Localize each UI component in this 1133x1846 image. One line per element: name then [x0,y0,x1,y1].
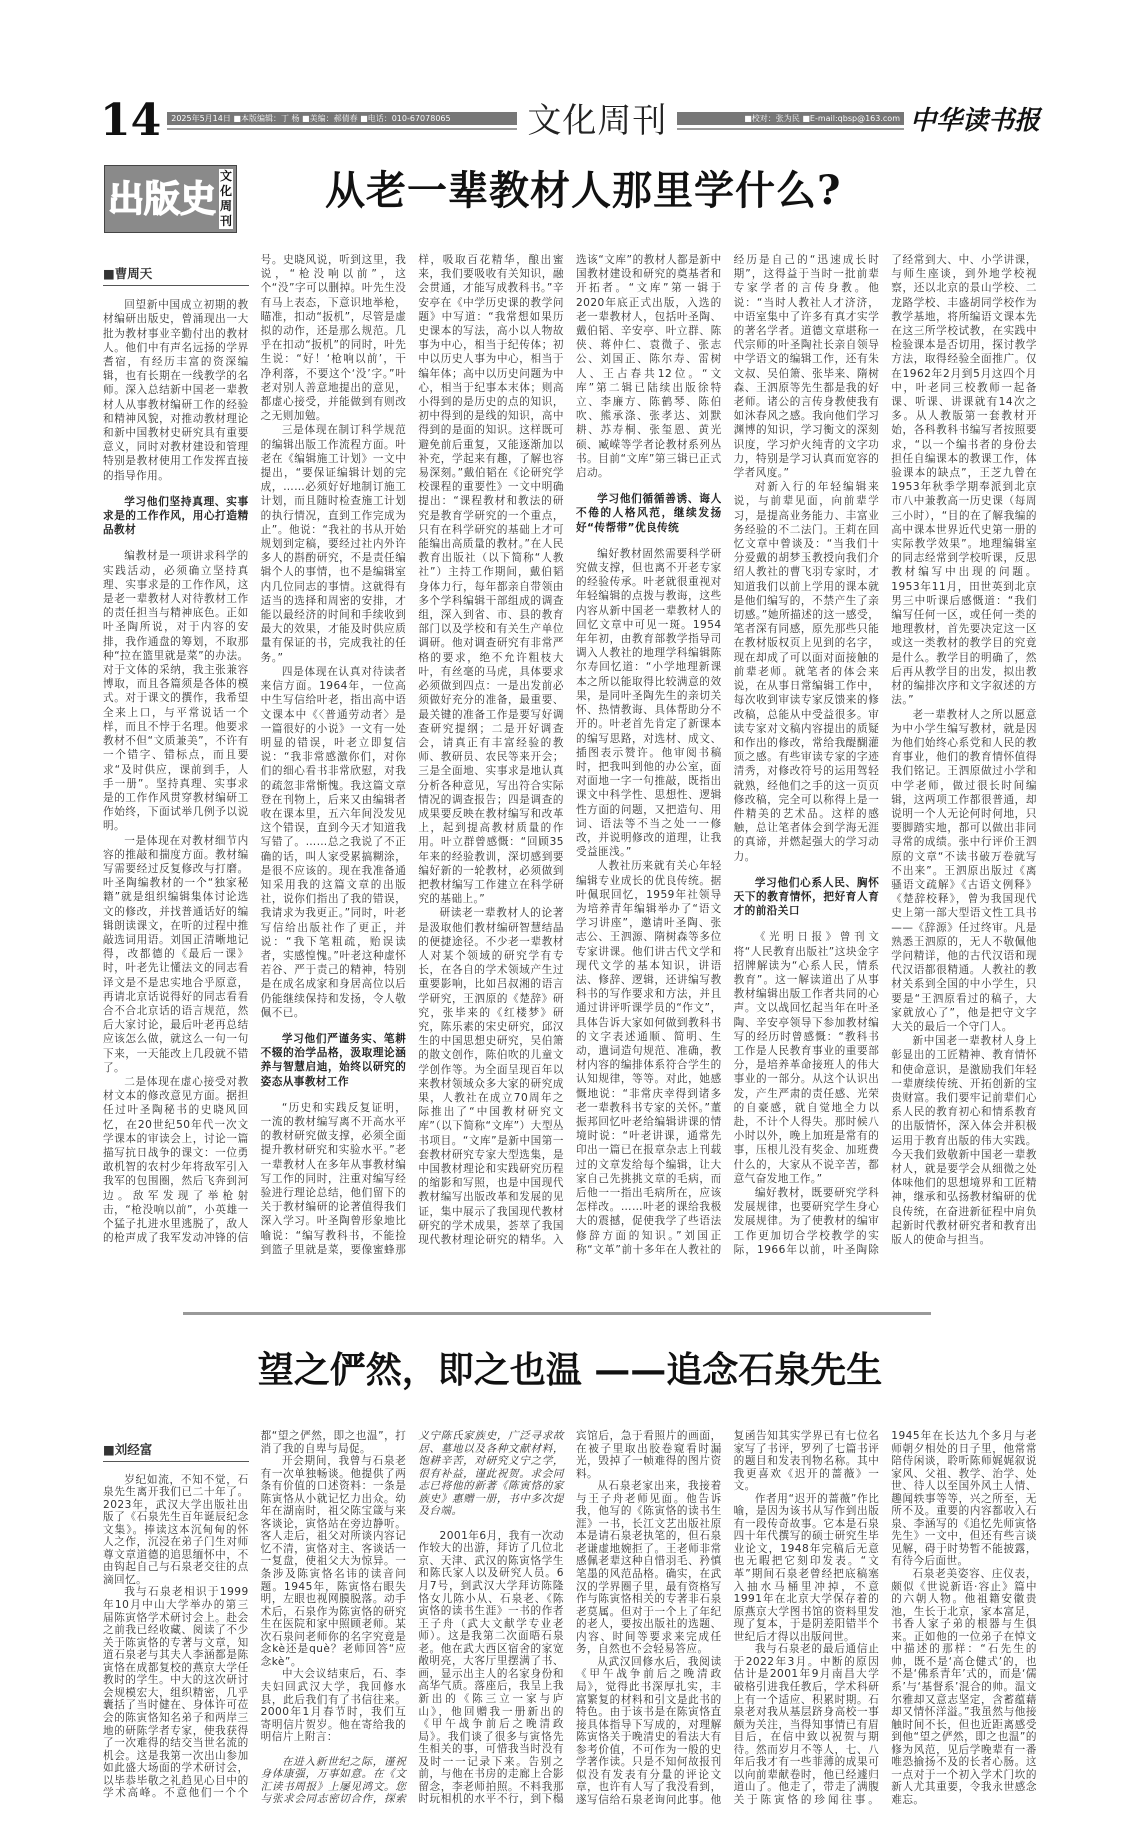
page-header [100,95,1041,146]
header-rule-right [677,128,904,130]
section-divider [183,1312,931,1315]
paragraph: 《光明日报》曾刊文将“人民教育出版社”这块金字招牌解读为“心系人民，情系教育”。这一解读道出了从事教材编辑出版工作者共同的心声。文以战回忆起当年在叶圣陶、辛安亭领导下参加教材编写的经历时曾感慨：“教科书工作是人民教育事业的重要部分，是培养革命接班人的伟大事业的一部分。从这个认识出发，产生严肃的责任感、光荣的自豪感，就自觉地全力以赴，不计个人得失。那时候八小时以外，晚上加班是常有的事，压根儿没有奖金、加班费什么的，大家从不说辛苦，都意气奋发地工作。” [733,931,880,1185]
article2-byline: ■刘经富 [103,1440,249,1462]
subheading: 学习他们循循善诱、诲人不倦的人格风范，继续发扬好“传帮带”优良传统 [575,493,722,534]
paragraph: 人教社历来就有关心年轻编辑专业成长的优良传统。据叶佩珉回忆，1959年社领导为培养青年编辑举办了“语文学习讲座”，邀请叶圣陶、张志公、王泗源、隋树森等多位专家讲课。他们讲古代文学和现代文学的基本知识，讲语法、修辞、逻辑，还讲编写教科书的写作要求和方法，并且通过讲评听课学员的“作文”，具体告诉大家如何做到教科书的文字表述通顺、简明、生动，遣词造句规范、准确，教材内容的编排体系符合学生的认知规律，等等。对此，她感慨地说：“非常庆幸得到诸多老一辈教科书专家的关怀。”董振邦回忆叶老给编辑讲课的情境时说：“叶老讲课，通常先印出一篇已在报章杂志上刊载过的文章发给每个编辑，让大家自己先挑挑文章的毛病，而后他一一指出毛病所在，应该怎样改。……叶老的课给我极大的震撼，促使我学了些语法修辞方面的知识。”刘国正称“文革”前十多年在人教社的经历是自己的“迅速成长时期”，这得益于当时一批前辈专家学者的言传身教。他说：“当时人教社人才济济，中语室集中了许多有真才实学的著名学者。道德文章堪称一代宗师的叶圣陶社长亲自领导中学语文的编辑工作，还有朱文叔、吴伯箫、张毕来、隋树森、王泗原等先生都是我的好老师。诸公的言传身教使我有如沐春风之感。我向他们学习渊博的知识，学习衡文的深刻识度，学习炉火纯青的文字功力，特别是学习认真而宽容的学者风度。” [575,254,880,1256]
header-bar-left [167,112,517,130]
subheading: 学习他们严谨务实、笔耕不辍的治学品格，汲取理论涵养与智慧启迪，始终以研究的姿态从事教材工作 [260,1032,407,1088]
page-number: 14 [100,95,162,146]
paragraph: 四是体现在认真对待读者来信方面。1964年，一位高中生写信给叶老，指出高中语文课本中《〈普通劳动者〉是一篇很好的小说》一文有一处明显的错误，叶老立即复信说：“我非常感激你们，对你们的细心看书非常欣慰，对我的疏忽非常惭愧。我这篇文章登在刊物上，后来又由编辑者收在课本里，五六年间没发见这个错误，直到今天才知道我写错了。……总之我说了不正确的话，叫人家受累搞糊涂，是很不应该的。现在我准备通知采用我的这篇文章的出版社，说你们指出了我的错误，我请求为我更正。”同时，叶老写信给出版社作了更正，并说：“我下笔粗疏，贻误读者，实感惶愧。”叶老这种虚怀若谷、严于责己的精神，特别是在成名成家和身居高位以后仍能继续保持和发扬，令人敬佩不已。 [260,665,407,1019]
section-title: 文化周刊 [527,101,668,141]
paragraph: “历史和实践反复证明，一流的教材编写离不开高水平的教材研究做支撑，必须全面提升教材研究和实验水平。”老一辈教材人在多年从事教材编写工作的同时，注重对编写经验进行理论总结，他们留下的关于教材编研的论著值得我们深入学习。叶圣陶曾形象地比喻说：“编写教科书，不能捡到篮子里就是菜，要像蜜蜂那样，吸取百花精华，酿出蜜来，我们要吸收有关知识，融会贯通，才能写成教科书。”辛安亭在《中学历史课的教学问题》中写道：“我常想如果历史课本的写法，高小以人物故事为中心，相当于纪传体；初中以历史人事为中心，相当于编年体；高中以历史问题为中心，相当于纪事本末体；则高小得到的是历史的点的知识，初中得到的是线的知识，高中得到的是面的知识。这样既可避免前后重复，又能逐渐加以补充，学起来有趣，了解也容易深刻。”戴伯韬在《论研究学校课程的重要性》一文中明确提出：“课程教材和教法的研究是教育学研究的一个重点，只有在科学研究的基础上才可能编出高质量的教材。”在人民教育出版社（以下简称“人教社”）主持工作期间，戴伯韬身体力行，每年都亲自带领由多个学科编辑干部组成的调查组，深入到省、市、县的教育部门以及学校和有关生产单位调研。他对调查研究有非常严格的要求，绝不允许粗枝大叶，有丝毫的马虎，具体要求必须做到四点：一是出发前必须做好充分的准备，最重要、最关键的准备工作是要写好调查研究提纲；二是开好调查会，请真正有丰富经验的教师、教研员、农民等来开会；三是全面地、实事求是地认真分析各种意见，写出符合实际情况的调查报告；四是调查的成果要反映在教材编写和改革上，起到提高教材质量的作用。叶立群曾感慨：“回顾35年来的经验教训，深切感到要编好新的一轮教材，必须做到把教材编写工作建立在科学研究的基础上。” [260,254,564,1256]
paragraph: 2001年6月，我有一次动作较大的出游，拜访了几位北京、天津、武汉的陈寅恪学生和陈氏家人以及研究人员。6月7号，到武汉大学拜访陈隆恪女儿陈小从、石泉老、《陈寅恪的读书生涯》一书的作者王子舟（武大文献学专业老师）。这是我第二次面晤石泉老。他在武大西区宿舍的家宽敞明亮，大客厅里摆满了书、画，显示出主人的名家身份和高华气质。落座后，我呈上我新出的《陈三立一家与庐山》，他回赠我一册新出的《甲午战争前后之晚清政局》。我们谈了很多与寅恪先生相关的事，可惜我当时没有及时一一记录下来。告别之前，与他在书房的走廊上合影留念，李老师拍照。不料我那时玩相机的水平不行，到下榻宾馆后，急于看照片的画面，在被子里取出胶卷窥看时漏光，毁掉了一帧难得的图片资料。 [418,1430,722,1806]
article1-title: 从老一辈教材人那里学什么? [325,167,842,214]
article2-title: 望之俨然，即之也温 ——追念石泉先生 [257,1349,883,1392]
column-logo [104,165,237,233]
paragraph: 我与石泉老相识于1999年10月中山大学举办的第三届陈寅恪学术研讨会上。赴会之前我已经收藏、阅读了不少关于陈寅恪的专著与文章，知道石泉老与其夫人李涵都是陈寅恪在成都复校的燕京大学任教时的学生。中大的这次研讨会规模宏大，组织精密，几乎囊括了当时健在、身体许可莅会的陈寅恪知名弟子和两岸三地的研陈学者专家，使我获得了一次难得的结交当世名流的机会。这是我第一次出山参加如此盛大场面的学术研讨会，以毕恭毕敬之礼趋见心目中的学术高峰。不意他们一个个都“望之俨然，即之也温”，打消了我的自卑与局促。 [103,1430,407,1800]
paragraph: 一是体现在对教材细节内容的推敲和揣度方面。教材编写需要经过反复修改与打磨。叶圣陶编教材的一个“独家秘籍”就是组织编辑集体讨论选文的修改，并找普通话好的编辑朗读课文，在听的过程中推敲选词用语。刘国正清晰地记得，改都德的《最后一课》时，叶老先让懂法文的同志看译文是不是忠实地合乎原意，再请北京话说得好的同志看看合不合北京话的语言规范，然后大家讨论，最后叶老再总结应该怎么做，就这么一句一句下来，一天能改上几段就不错了。 [103,834,249,1074]
newspaper-logo: 中华读书报 [910,106,1041,136]
paragraph: 作者用“迟开的蔷薇”作比喻，是因为该书从写作到出版有一段传奇故事。它本是石泉四十年代撰写的硕士研究生毕业论文，1948年完稿后无意也无暇把它刻印发表。“文革”期间石泉老曾经把底稿塞入抽水马桶里冲掉，不意1991年在北京大学保存着的原燕京大学图书馆的资料里发现了复本，于是阴差阳错半个世纪后才得以出版问世。 [733,1492,880,1643]
paragraph: 对新入行的年轻编辑来说，与前辈见面，向前辈学习，是提高业务能力、丰富业务经验的不二法门。王莉在回忆文章中曾谈及：“当我们十分爱戴的胡梦玉教授向我们介绍人教社的曹飞羽专家时，才知道我们以前上学用的课本就是他们编写的，不禁产生了亲切感。”她所描述的这一感受，笔者深有同感，原先那些只能在教材版权页上见到的名字，现在却成了可以面对面接触的前辈老师。就笔者的体会来说，在从事日常编辑工作中，每次收到审读专家反馈来的修改稿，总能从中受益很多。审读专家对文稿内容提出的质疑和作出的修改，常给我醍醐灌顶之感。有些审读专家的字迹清秀，对修改符号的运用驾轻就熟，经他们之手的这一页页修改稿，完全可以称得上是一件精美的艺术品。这样的感触，总让笔者体会到学海无涯的真谛，并燃起强大的学习动力。 [733,481,880,863]
paragraph: 二是体现在虚心接受对教材文本的修改意见方面。据担任过叶圣陶秘书的史晓风回忆，在20世纪50年代一次文学课本的审读会上，讨论一篇描写抗日战争的课文：一位勇敢机智的农村少年将敌军引入我军的包围圈，然后飞奔到河边。敌军发现了举枪射击，“枪没响以前”，小英雄一个猛子扎进水里逃脱了，敌人的枪声成了我军发动冲锋的信号。史晓风说，听到这里，我说，“枪没响以前”，这个“没”字可以删掉。叶先生没有马上表态，下意识地举枪，瞄准，扣动“扳机”，尽管是虚拟的动作，还是那么规范。几乎在扣动“扳机”的同时，叶先生说：“好！‘枪响以前’，干净利落，不要这个‘没’字。”叶老对别人善意地提出的意见，都虚心接受，并能做到有则改之无则加勉。 [103,254,407,1245]
paragraph: 编好教材，既要研究学科发展规律，也要研究学生身心发展规律。为了使教材的编审工作更加切合学校教学的实际，1966年以前，叶圣陶除了经常到大、中、小学讲课，与师生座谈，到外地学校视察，还以北京的景山学校、二龙路学校、丰盛胡同学校作为教学基地，将所编语文课本先在这三所学校试教，在实践中检验课本是否切用，探讨教学方法，取得经验全面推广。仅在1962年2月到5月这四个月中，叶老同三校教师一起备课、听课、讲课就有14次之多。从人教版第一套教材开始，各科教科书编写者按照要求，“以一个编书者的身份去担任自编课本的教课工作，体验课本的缺点”，王芝九曾在1953年秋季学期奉派到北京市八中兼教高一历史课（每周三小时），“目的在了解我编的高中课本世界近代史第一册的实际教学效果”。地理编辑室的同志经常到学校听课，反思教材编写中出现的问题。1953年11月，田世英到北京男三中听课后感慨道：“我们编写任何一区，或任何一类的地理教材，首先要决定这一区或这一类教材的教学目的究竟是什么。教学目的明确了，然后再从教学目的出发，拟出教材的编排次序和文字叙述的方法。” [733,254,1037,1256]
header-info-right: ■校对：张为民 ■E-mail:qbsp@163.com [677,112,904,125]
article2-body [103,1430,1037,1806]
paragraph: 回望新中国成立初期的教材编研出版史，曾涌现出一大批为教材事业辛勤付出的教材人。他们中有声名远扬的学界耆宿，有经历丰富的资深编辑，也有长期在一线教学的名师。深入总结新中国老一辈教材人从事教材编研工作的经验和精神风貌，对推动教材理论和新中国教材史研究具有重要意义，同时对教材建设和管理特别是教材使用工作发挥直接的指导作用。 [103,299,249,482]
paragraph: 研读老一辈教材人的论著是汲取他们教材编研智慧结晶的便捷途径。不少老一辈教材人对某个领域的研究学有专长，在各自的学术领域产生过重要影响，比如吕叔湘的语言学研究，王泗原的《楚辞》研究，张毕来的《红楼梦》研究，陈乐素的宋史研究，邱汉生的中国思想史研究，吴伯箫的散文创作，陈伯吹的儿童文学创作等。为全面呈现百年以来教材领域众多大家的研究成果，人教社在成立70周年之际推出了“中国教材研究文库”（以下简称“文库”）大型丛书项目。“文库”是新中国第一套教材研究专家大型选集，是中国教材理论和实践研究历程的缩影和写照，也是中国现代教材编写出版改革和发展的见证，集中展示了我国现代教材研究的学术成果，荟萃了我国现代教材理论研究的精华。入选该“文库”的教材人都是新中国教材建设和研究的奠基者和开拓者。“文库”第一辑于2020年底正式出版，入选的老一辈教材人，包括叶圣陶、戴伯韬、辛安亭、叶立群、陈侠、蒋仲仁、袁微子、张志公、刘国正、陈尔寿、雷树人、王占春共12位。“文库”第二辑已陆续出版徐特立、李廉方、陈鹤琴、陈伯吹、熊承涤、张孝达、刘默耕、苏寿桐、张玺恩、黄光硕、臧嵘等学者论教材系列丛书。目前“文库”第三辑已正式启动。 [418,254,722,1247]
paragraph: 编好教材固然需要科学研究做支撑，但也离不开老专家的经验传承。叶老就很重视对年轻编辑的点拨与教诲，这些内容从新中国老一辈教材人的回忆文章中可见一斑。1954年年初，由教育部教学指导司调入人教社的地理学科编辑陈尔寿回忆道：“小学地理新课本之所以能取得比较满意的效果，是同叶圣陶先生的亲切关怀、热情教诲、具体帮助分不开的。叶老首先肯定了新课本的编写思路，对选材、成文、插图表示赞许。他审阅书稿时，把我叫到他的办公室，面对面地一字一句推敲，既指出课文中科学性、思想性、逻辑性方面的问题，又把造句、用词、语法等不当之处一一修改，并说明修改的道理，让我受益匪浅。” [575,547,722,859]
paragraph: 中大会议结束后，石、李夫妇回武汉大学，我回修水县，此后我们有了书信往来。2000年1月春节时，我们互寄明信片贺岁。他在寄给我的明信片上附言： [260,1668,407,1744]
header-info-left: 2025年5月14日 ■本版编辑：丁 杨 ■美编：郝倩春 ■电话：010-67078065 [167,112,517,125]
article1-byline: ■曹周天 [103,263,249,286]
subheading: 学习他们坚持真理、实事求是的工作作风，用心打造精品教材 [103,495,249,537]
header-rule-left [167,128,517,130]
paragraph: 开会期间，我曾与石泉老有一次单独畅谈。他提供了两条有价值的口述资料：一条是陈寅恪从小就记忆力出众。幼年在湖南时，祖父陈宝箴与来客谈论，寅恪站在旁边静听。客人走后，祖父对所谈内容记忆不清，寅恪对主、客谈话一一复盘，使祖父大为惊异。一条涉及陈寅恪名讳的读音问题。1945年，陈寅恪右眼失明，左眼也视网膜脱落。动手术后，石泉作为陈寅恪的研究生在医院和家中照顾老师。某次石泉问老师你的名字究竟是念kè还是què？老师回答“应念kè”。 [260,1455,407,1668]
paragraph: 编教材是一项讲求科学的实践活动，必须确立坚持真理、实事求是的工作作风，这是老一辈教材人对待教材工作的责任担当与精神底色。正如叶圣陶所说，对于内容的安排，我作通盘的筹划，不取那种“拉在篮里就是菜”的办法。对于文体的采纳，我主张兼容博取，而且各篇须是各体的模式。对于课文的撰作，我希望全来上口，与平常说话一个样，而且不悖于名理。他要求教材不但“文质兼美”，不许有一个错字、错标点，而且要求“及时供应，课前到手，人手一册”。坚持真理、实事求是的工作作风贯穿教材编研工作始终，下面试举几例予以说明。 [103,550,249,833]
article1-body [103,253,1037,1257]
paragraph: 岁纪如流，不知不觉，石泉先生离开我们已二十年了。2023年，武汉大学出版社出版了《石泉先生百年诞辰纪念文集》。捧读这本沉甸甸的怀人之作，沉浸在弟子门生对师尊文章道德的追思缅怀中，不由钩起自己与石泉老交往的点滴回忆。 [103,1473,249,1586]
header-bar-right [677,112,904,130]
quoted-letter: 在进入新世纪之际，谨祝身体康强，万事如意。在《文汇读书周报》上屡见鸿文。您与张求会同志密切合作，探索义宁陈氏家族史，广泛寻求故居、墓地以及各种文献材料，饱耕辛苦，对研究义宁之学，很有补益，谨此祝贺。求会同志已将他的新著《陈寅恪的家族史》惠赠一册，书中多次提及台端。 [260,1430,564,1806]
paragraph: 石泉老美姿容、庄仪表，颇似《世说新语·容止》篇中的六朝人物。他祖籍安徽贵池，生长于北京，家本富足，书香人家子弟的根器与生俱来。正如他的一位弟子在悼文中描述的那样：“石先生的帅，既不是‘高仓健式’的，也不是‘佛系青年’式的，而是‘儒系’与‘基督系’混合的帅。温文尔雅却又意志坚定，含蓄蕴藉却又情怀洋溢。”我虽然与他接触时间不长，但也近距离感受到他“望之俨然，即之也温”的修为风范，见后学晚辈有一番唯恐揄扬不及的长者心肠。这一点对于一个初入学术门坎的新人尤其重要，令我永世感念难忘。 [891,1568,1037,1806]
paragraph: 我与石泉老的最后通信止于2022年3月。中断的原因估计是2001年9月南昌大学破格引进我任教后，学术科研上有一个适应、积累时期。石泉老对我从基层跻身高校一事颇为关注，当得知事情已有眉目后，在信中致以祝贺与期待。然而岁月不等人，七、八年后我才有一些菲薄的成果可以向前辈献卷时，他已经遽归道山了。他走了，带走了满腹关于陈寅恪的珍闻往事。1945年在长达九个多月与老师朝夕相处的日子里，他常常陪侍闲谈，聆听陈师娓娓叙说家风、父祖、教学、治学、处世、待人以至国外风土人情、趣闻轶事等等，兴之所至，无所不及。重要的内容都收入石泉、李涵写的《追忆先师寅恪先生》一文中，但还有些言谈见解，碍于时势暂不能披露，有待今后面世。 [733,1430,1037,1806]
paragraph: 三是体现在制订科学规范的编辑出版工作流程方面。叶老在《编辑施工计划》一文中提出，“要保证编辑计划的完成，……必须好好地制订施工计划，而且随时检查施工计划的执行情况，直到工作完成为止”。他说：“我社的书从开始规划到定稿，要经过社内外许多人的斟酌研究，不是责任编辑个人的事情，也不是编辑室内几位同志的事情。这就得有适当的选择和周密的安排，才能以最经济的时间和手续收到最大的效果，才能及时供应质量有保证的书，完成我社的任务。” [260,424,407,664]
paragraph: 新中国老一辈教材人身上彰显出的工匠精神、教育情怀和使命意识，是激励我们年轻一辈赓续传统、开拓创新的宝贵财富。我们要牢记前辈们心系人民的教育初心和情系教育的出版情怀，深入体会并积极运用于教育出版的伟大实践。今天我们致敬新中国老一辈教材人，就是要学会从细微之处体味他们的思想境界和工匠精神，继承和弘扬教材编研的优良传统，在奋进新征程中肩负起新时代教材研究者和教育出版人的使命与担当。 [891,1035,1037,1247]
paragraph: 老一辈教材人之所以愿意为中小学生编写教材，就是因为他们始终心系党和人民的教育事业，他们的教育情怀值得我们铭记。王泗原做过小学和中学老师，做过很长时间编辑，这两项工作都很普通，却说明一个人无论何时何地，只要脚踏实地，都可以做出非同寻常的成绩。张中行评价王泗原的文章“不读书破万卷就写不出来”。王泗原出版过《离骚语文疏解》《古语文例释》《楚辞校释》，曾为我国现代史上第一部大型语文性工具书——《辞源》任过终审。凡是熟悉王泗原的，无人不敬佩他学问精详，他的古代汉语和现代汉语都很精通。人教社的教材关系到全国的中小学生，只要是“王泗原看过的稿子，大家就放心了”，他是把守文字大关的最后一个守门人。 [891,708,1037,1033]
subheading: 学习他们心系人民、胸怀天下的教育情怀，把好育人育才的前沿关口 [733,876,880,918]
column-logo-main: 出版史 [108,178,217,220]
column-logo-sub: 文化周刊 [220,169,233,228]
paragraph: 从石泉老家出来，我接着与王子舟老师见面。他告诉我，他写的《陈寅恪的读书生涯》一书，长江文艺出版社原本是请石泉老执笔的，但石泉老谦虚地婉拒了。王老师非常感佩老辈这种自惜羽毛、矜慎笔墨的风范品格。确实，在武汉的学界圈子里，最有资格写作与陈寅恪相关的专著非石泉老莫属。但对于一个上了年纪的老人，要按出版社的选题、内容、时间等要求来完成任务，自然也不会轻易答应。 [575,1480,722,1656]
paragraph: 从武汉回修水后，我阅读《甲午战争前后之晚清政局》，觉得此书深厚扎实，丰富繁复的材料和引文是此书的特色。由于该书是在陈寅恪直接具体指导下写成的，对理解陈寅恪关于晚清史的看法大有参考价值，不可作为一般的史学著作读。只是不知何故报刊似没有发表有分量的评论文章，也许有人写了我没看到，遂写信给石泉老询问此事。他复函告知其实学界已有七位名家写了书评，罗列了七篇书评的题目和发表刊物名称。其中我更喜欢《迟开的蔷薇》一文。 [575,1430,880,1806]
